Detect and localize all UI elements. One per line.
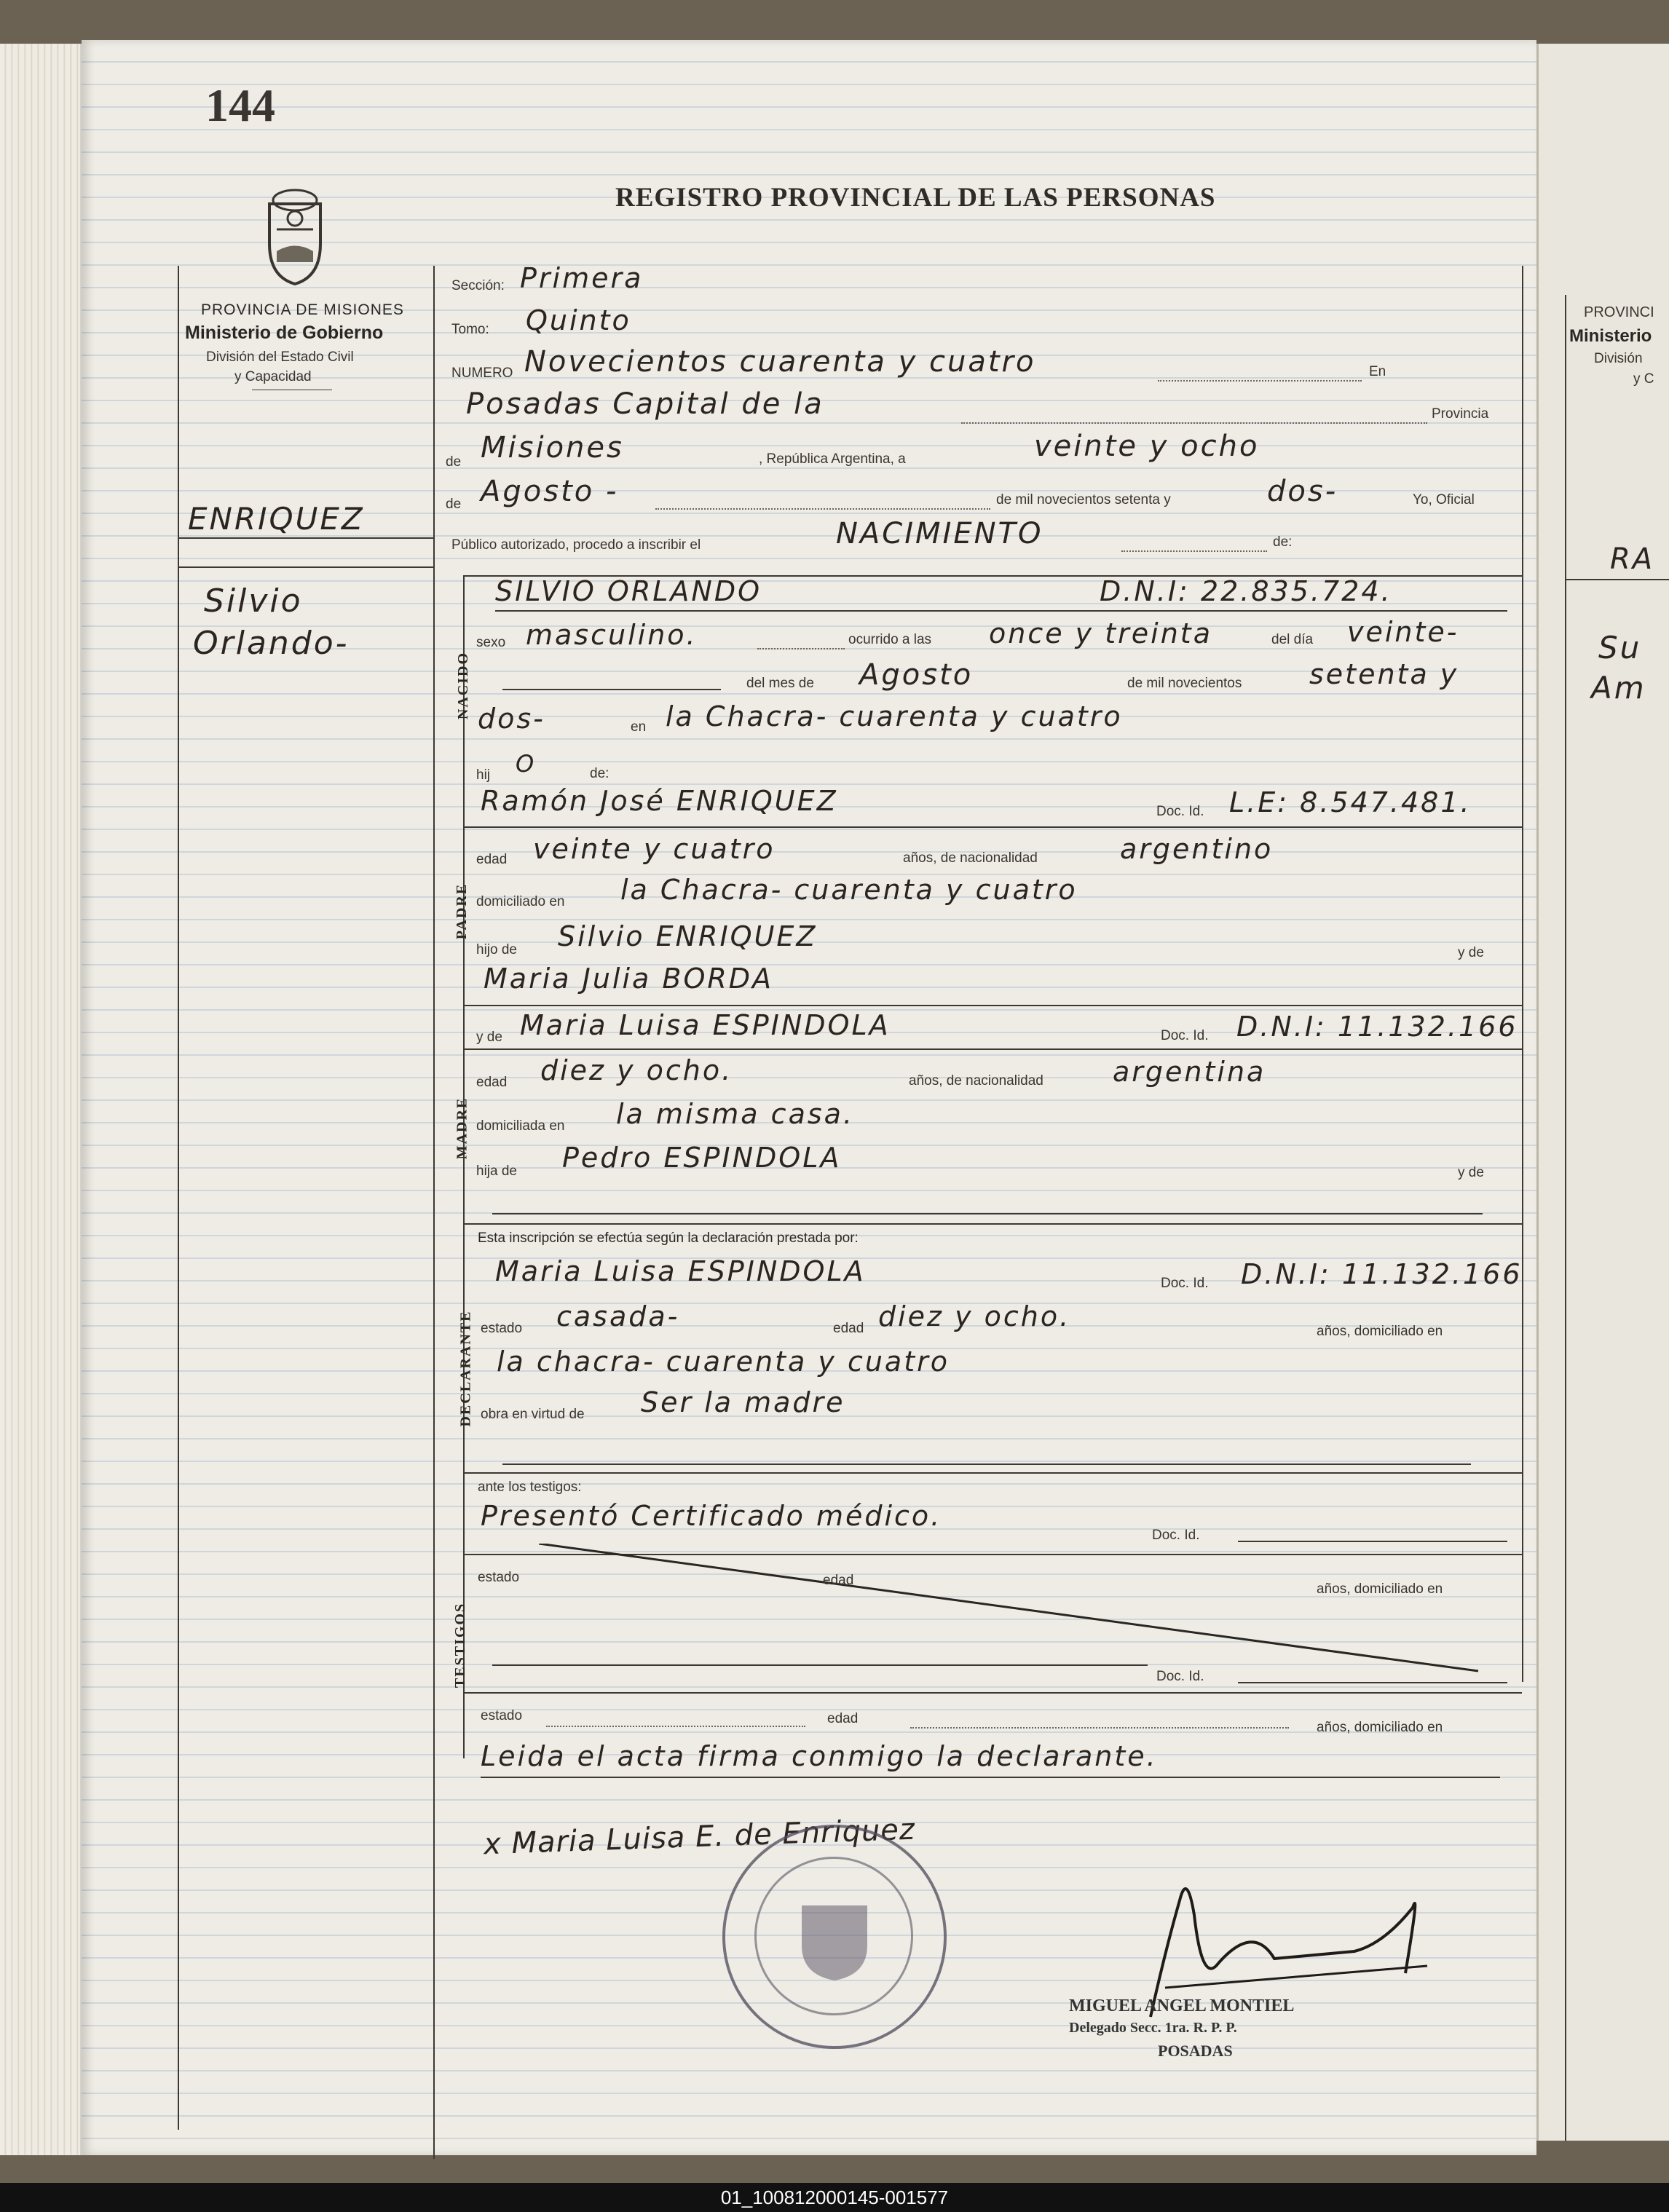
- declarante-doc: D.N.I: 11.132.166: [1241, 1258, 1523, 1290]
- section-nacido: NACIDO: [455, 651, 472, 720]
- testigos-estado-label-1: estado: [478, 1570, 520, 1585]
- mes-label: del mes de: [746, 676, 814, 691]
- lugar-value: Posadas Capital de la: [466, 387, 824, 421]
- madre-edad-label: edad: [476, 1075, 508, 1090]
- margin-given-1: Silvio: [204, 582, 303, 620]
- testigos-doc-label-1: Doc. Id.: [1152, 1528, 1200, 1543]
- en-nac-label: en: [631, 719, 647, 735]
- sexo-value: masculino.: [526, 619, 698, 651]
- declarante-intro: Esta inscripción se efectúa según la declaración prestada por:: [478, 1231, 859, 1246]
- republica-label: , República Argentina, a: [759, 451, 906, 467]
- de3-label: de:: [1273, 534, 1293, 550]
- anio-value: dos-: [1267, 475, 1338, 508]
- declarante-doc-label: Doc. Id.: [1161, 1276, 1209, 1291]
- right-surname: RA: [1610, 542, 1655, 576]
- padre-doc: L.E: 8.547.481.: [1229, 786, 1472, 818]
- numero-value: Novecientos cuarenta y cuatro: [524, 345, 1036, 379]
- declarante-obra: Ser la madre: [641, 1386, 845, 1418]
- padre-madre: Maria Julia BORDA: [484, 963, 774, 995]
- declarante-nombre: Maria Luisa ESPINDOLA: [495, 1255, 866, 1287]
- hora-label: ocurrido a las: [848, 632, 932, 647]
- numero-label: NUMERO: [451, 366, 513, 381]
- anio-nac-value: setenta y: [1309, 658, 1459, 690]
- seal-emblem-icon: [794, 1895, 875, 1982]
- mes-value: Agosto -: [481, 475, 619, 508]
- right-page: [1536, 44, 1669, 2141]
- testigos-doc-label-2: Doc. Id.: [1156, 1669, 1204, 1684]
- book-page-stack: [0, 44, 80, 2155]
- lugar-nac-value: la Chacra- cuarenta y cuatro: [666, 700, 1123, 732]
- seccion-value: Primera: [520, 262, 644, 294]
- padre-nac-label: años, de nacionalidad: [903, 850, 1038, 866]
- margin-surname: ENRIQUEZ: [188, 501, 365, 537]
- page-number: 144: [205, 79, 275, 131]
- testigos-edad-label-2: edad: [827, 1711, 859, 1726]
- declarante-domicilio: la chacra- cuarenta y cuatro: [497, 1346, 950, 1378]
- mes-nac-value: Agosto: [859, 658, 974, 692]
- page-title: REGISTRO PROVINCIAL DE LAS PERSONAS: [615, 183, 1216, 213]
- madre-edad: diez y ocho.: [540, 1054, 733, 1086]
- section-testigos: TESTIGOS: [452, 1602, 469, 1688]
- en-label: En: [1369, 364, 1386, 379]
- padre-dom-label: domiciliado en: [476, 894, 565, 909]
- testigos-dom-label-1: años, domiciliado en: [1317, 1581, 1443, 1597]
- nacido-dni: D.N.I: 22.835.724.: [1100, 575, 1392, 607]
- footer-id: 01_100812000145-001577: [0, 2183, 1669, 2212]
- coat-of-arms-icon: [255, 186, 335, 288]
- org-division-2: y Capacidad: [234, 369, 312, 384]
- declarante-estado-label: estado: [481, 1321, 523, 1336]
- madre-hija-label: hija de: [476, 1164, 517, 1179]
- official-city: POSADAS: [1158, 2042, 1233, 2060]
- cancel-strike: [539, 1544, 1493, 1675]
- testigos-ante-label: ante los testigos:: [478, 1480, 582, 1495]
- section-madre: MADRE: [454, 1097, 470, 1160]
- right-org-3: División: [1594, 351, 1643, 366]
- madre-padre: Pedro ESPINDOLA: [562, 1142, 842, 1174]
- hora-value: once y treinta: [989, 617, 1212, 649]
- dia-value: veinte y ocho: [1034, 430, 1260, 463]
- right-given-1: Su: [1598, 630, 1642, 665]
- section-padre: PADRE: [454, 882, 470, 940]
- sexo-label: sexo: [476, 635, 506, 650]
- declarante-obra-label: obra en virtud de: [481, 1407, 585, 1422]
- madre-doc-label: Doc. Id.: [1161, 1028, 1209, 1043]
- madre-nombre: Maria Luisa ESPINDOLA: [520, 1009, 891, 1041]
- hijo-label: hij: [476, 767, 491, 783]
- oficial-label: Yo, Oficial: [1413, 492, 1475, 507]
- org-ministry: Ministerio de Gobierno: [185, 323, 384, 343]
- publico-label: Público autorizado, procedo a inscribir el: [451, 537, 701, 553]
- padre-domicilio: la Chacra- cuarenta y cuatro: [620, 874, 1078, 906]
- padre-padre: Silvio ENRIQUEZ: [558, 920, 818, 952]
- dia-label: del día: [1271, 632, 1314, 647]
- de2-label: de: [446, 497, 462, 512]
- de-label: de: [446, 454, 462, 470]
- hijo-suffix: O: [516, 750, 537, 778]
- padre-edad-label: edad: [476, 852, 508, 867]
- padre-nombre: Ramón José ENRIQUEZ: [481, 785, 838, 817]
- closing-statement: Leida el acta firma conmigo la declarante.: [481, 1740, 1158, 1772]
- declarante-edad-label: edad: [833, 1321, 864, 1336]
- acto-value: NACIMIENTO: [836, 517, 1043, 550]
- testigos-estado-label-2: estado: [481, 1708, 523, 1723]
- madre-yde2-label: y de: [1458, 1165, 1484, 1180]
- right-given-2: Am: [1591, 670, 1646, 706]
- dia-nac-value: veinte-: [1347, 616, 1459, 648]
- declarante-edad: diez y ocho.: [878, 1300, 1071, 1332]
- right-org-2: Ministerio: [1569, 326, 1652, 346]
- right-org-4: y C: [1633, 371, 1654, 387]
- margin-given-2: Orlando-: [193, 625, 350, 662]
- madre-nac-label: años, de nacionalidad: [909, 1073, 1043, 1089]
- official-seal-stamp: [722, 1825, 947, 2049]
- madre-domicilio: la misma casa.: [616, 1098, 855, 1130]
- nacido-nombre: SILVIO ORLANDO: [495, 575, 762, 607]
- declarante-signature: x Maria Luisa E. de Enriquez: [483, 1812, 916, 1862]
- anio-nac-value-2: dos-: [478, 703, 545, 735]
- testigos-dom-label-2: años, domiciliado en: [1317, 1720, 1443, 1735]
- section-declarante: DECLARANTE: [457, 1310, 474, 1427]
- madre-doc: D.N.I: 11.132.166: [1236, 1011, 1518, 1043]
- anio-nac-label: de mil novecientos: [1127, 676, 1242, 691]
- de-nac-label: de:: [590, 766, 609, 781]
- padre-yde-label: y de: [1458, 945, 1484, 960]
- anio-label: de mil novecientos setenta y: [996, 492, 1171, 507]
- tomo-value: Quinto: [526, 304, 631, 336]
- provincia-value: Misiones: [481, 431, 624, 465]
- testigos-edad-label-1: edad: [823, 1573, 854, 1588]
- testigos-nota: Presentó Certificado médico.: [481, 1500, 942, 1532]
- madre-yde-label: y de: [476, 1030, 502, 1045]
- org-division: División del Estado Civil: [206, 349, 354, 365]
- tomo-label: Tomo:: [451, 322, 489, 337]
- madre-nacionalidad: argentina: [1113, 1056, 1266, 1088]
- padre-doc-label: Doc. Id.: [1156, 804, 1204, 819]
- official-title: Delegado Secc. 1ra. R. P. P.: [1069, 2020, 1237, 2036]
- padre-edad: veinte y cuatro: [533, 833, 776, 865]
- provincia-label: Provincia: [1432, 406, 1489, 422]
- right-org-1: PROVINCI: [1584, 304, 1654, 320]
- declarante-dom-label: años, domiciliado en: [1317, 1324, 1443, 1339]
- org-province: PROVINCIA DE MISIONES: [201, 301, 404, 318]
- padre-hijo-label: hijo de: [476, 942, 517, 957]
- official-name: MIGUEL ANGEL MONTIEL: [1069, 1996, 1295, 2015]
- madre-dom-label: domiciliada en: [476, 1118, 565, 1134]
- seccion-label: Sección:: [451, 278, 505, 293]
- declarante-estado: casada-: [556, 1300, 680, 1332]
- padre-nacionalidad: argentino: [1120, 833, 1274, 865]
